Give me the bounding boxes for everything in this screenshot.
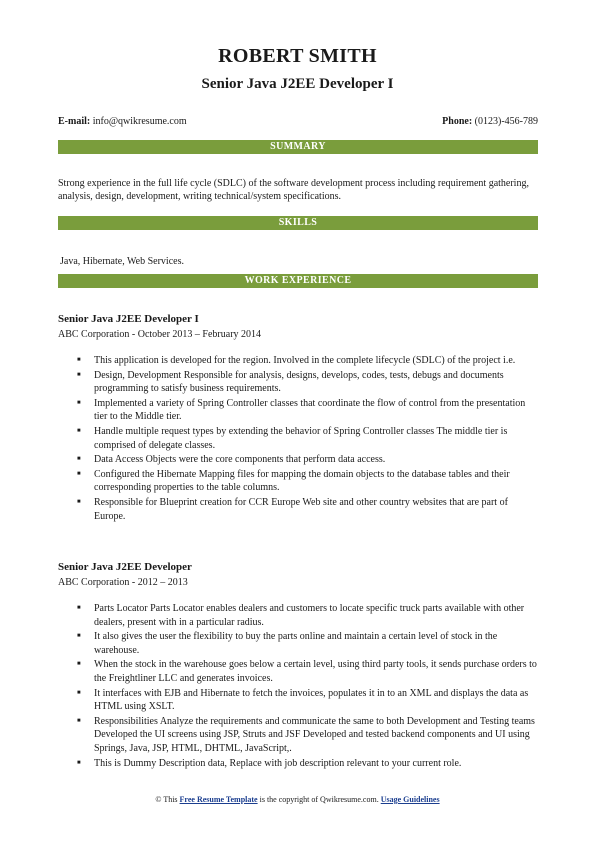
- free-resume-template-link[interactable]: Free Resume Template: [179, 795, 258, 804]
- job-bullets-2: [58, 602, 538, 771]
- footer-middle: is the copyright of Qwikresume.com.: [259, 795, 379, 804]
- candidate-name: ROBERT SMITH: [218, 45, 377, 67]
- footer: [0, 795, 595, 804]
- list-item: ■ This application is developed for the region. Involved in the complete lifecycle (SDLC) of the project i.e.: [94, 354, 538, 368]
- list-item: ■ Handle multiple request types by extending the behavior of Spring Controller classes The middle tier is comprised of delegate classes.: [94, 425, 538, 452]
- skills-heading: SKILLS: [58, 216, 538, 230]
- list-item: ■ Design, Development Responsible for analysis, designs, develops, codes, tests, debugs and documents programming to satisfy business requirements.: [94, 369, 538, 396]
- job-meta-2: ABC Corporation - 2012 – 2013: [58, 577, 188, 588]
- job-meta-1: ABC Corporation - October 2013 – February 2014: [58, 329, 262, 340]
- list-item: ■ It also gives the user the flexibility to buy the parts online and maintain a certain level of stock in the warehouse.: [94, 630, 538, 657]
- email-block: [58, 116, 187, 127]
- phone-value: (0123)-456-789: [474, 116, 538, 127]
- email-value[interactable]: info@qwikresume.com: [92, 116, 187, 127]
- list-item: ■ When the stock in the warehouse goes below a certain level, using third party tools, it sends purchase orders to the Freightliner LLC and generates invoices.: [94, 658, 538, 685]
- summary-text: Strong experience in the full life cycle (SDLC) of the software development process including requirement gathering, analysis, design, development, writing technical/system specifications.: [58, 178, 529, 203]
- list-item: ■ Implemented a variety of Spring Controller classes that coordinate the flow of control from the presentation tier to the Middle tier.: [94, 397, 538, 424]
- footer-prefix: © This: [155, 795, 178, 804]
- work-experience-heading: WORK EXPERIENCE: [58, 274, 538, 288]
- list-item: ■ Responsible for Blueprint creation for CCR Europe Web site and other country websites that are part of Europe.: [94, 496, 538, 523]
- list-item: ■ It interfaces with EJB and Hibernate to fetch the invoices, populates it in to an XML and displays the data as HTML using XSLT.: [94, 687, 538, 714]
- list-item: ■ Parts Locator Parts Locator enables dealers and customers to locate specific truck parts available with other dealers, present with in a particular radius.: [94, 602, 538, 629]
- summary-heading: SUMMARY: [58, 140, 538, 154]
- email-label: E-mail:: [58, 116, 91, 127]
- skills-text: Java, Hibernate, Web Services.: [60, 256, 184, 267]
- list-item: ■ Configured the Hibernate Mapping files for mapping the domain objects to the database tables and their corresponding properties to the table columns.: [94, 468, 538, 495]
- list-item: ■ Responsibilities Analyze the requirements and communicate the same to both Development and Testing teams Developed the UI screens using JSP, Struts and JSF Developed and tested backend components and UI using Springs, Java, JSP, HTML, DHTML, JavaScript,.: [94, 715, 538, 756]
- phone-label: Phone:: [442, 116, 473, 127]
- usage-guidelines-link[interactable]: Usage Guidelines: [380, 795, 440, 804]
- job-title-1: Senior Java J2EE Developer I: [58, 313, 199, 325]
- job-bullets-1: [58, 354, 538, 524]
- candidate-title: Senior Java J2EE Developer I: [201, 76, 394, 92]
- list-item: ■ Data Access Objects were the core components that perform data access.: [94, 453, 538, 467]
- job-title-2: Senior Java J2EE Developer: [58, 561, 192, 573]
- list-item: ■ This is Dummy Description data, Replace with job description relevant to your current role.: [94, 757, 538, 771]
- phone-block: [442, 116, 538, 127]
